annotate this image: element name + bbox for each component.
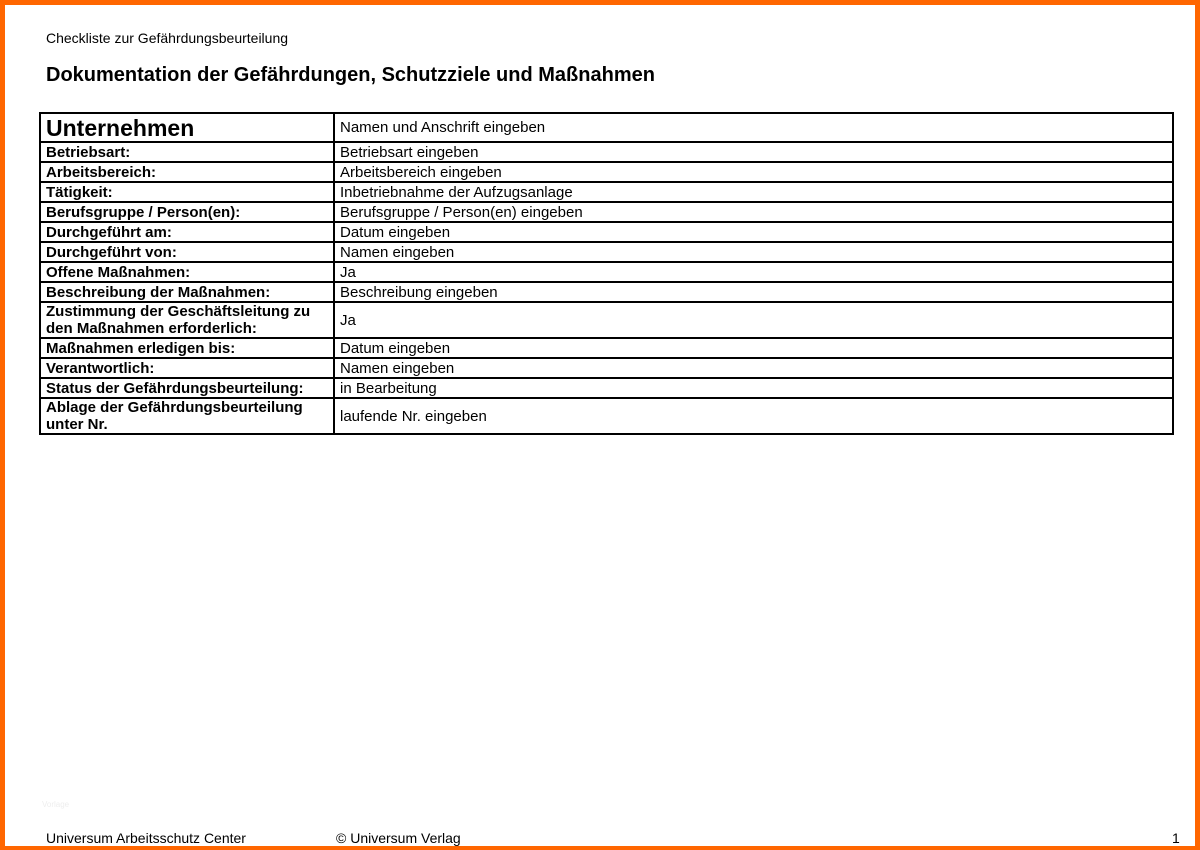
table-row — [40, 202, 1173, 222]
table-row — [40, 302, 1173, 338]
watermark: Vorlage — [42, 800, 70, 809]
footer-page-number: 1 — [1172, 830, 1180, 846]
table-row — [40, 242, 1173, 262]
footer-copyright: © Universum Verlag — [336, 830, 461, 846]
table-row — [40, 262, 1173, 282]
table-row — [40, 358, 1173, 378]
table-row — [40, 378, 1173, 398]
table-row — [40, 113, 1173, 142]
row-label-status: Status der Gefährdungsbeurteilung: — [40, 378, 334, 398]
table-row — [40, 398, 1173, 434]
row-value-taetigkeit[interactable]: Inbetriebnahme der Aufzugsanlage — [334, 182, 1173, 202]
row-label-offene-massnahmen: Offene Maßnahmen: — [40, 262, 334, 282]
table-row — [40, 338, 1173, 358]
row-value-berufsgruppe[interactable]: Berufsgruppe / Person(en) eingeben — [334, 202, 1173, 222]
table-row — [40, 142, 1173, 162]
table-row — [40, 282, 1173, 302]
row-value-durchgefuehrt-von[interactable]: Namen eingeben — [334, 242, 1173, 262]
row-label-verantwortlich: Verantwortlich: — [40, 358, 334, 378]
table-row — [40, 182, 1173, 202]
row-value-status[interactable]: in Bearbeitung — [334, 378, 1173, 398]
info-table — [39, 112, 1174, 435]
row-value-offene-massnahmen[interactable]: Ja — [334, 262, 1173, 282]
footer-publisher-center: Universum Arbeitsschutz Center — [46, 830, 246, 846]
row-label-beschreibung: Beschreibung der Maßnahmen: — [40, 282, 334, 302]
row-label-unternehmen: Unternehmen — [40, 113, 334, 142]
row-label-berufsgruppe: Berufsgruppe / Person(en): — [40, 202, 334, 222]
row-value-durchgefuehrt-am[interactable]: Datum eingeben — [334, 222, 1173, 242]
document-subtitle: Checkliste zur Gefährdungsbeurteilung — [46, 30, 289, 46]
row-value-erledigen-bis[interactable]: Datum eingeben — [334, 338, 1173, 358]
row-value-zustimmung[interactable]: Ja — [334, 302, 1173, 338]
row-label-taetigkeit: Tätigkeit: — [40, 182, 334, 202]
row-label-durchgefuehrt-am: Durchgeführt am: — [40, 222, 334, 242]
table-row — [40, 222, 1173, 242]
row-label-betriebsart: Betriebsart: — [40, 142, 334, 162]
row-label-ablage: Ablage der Gefährdungsbeurteilung unter Nr. — [40, 398, 334, 434]
row-value-unternehmen[interactable]: Namen und Anschrift eingeben — [334, 113, 1173, 142]
row-value-arbeitsbereich[interactable]: Arbeitsbereich eingeben — [334, 162, 1173, 182]
row-value-ablage[interactable]: laufende Nr. eingeben — [334, 398, 1173, 434]
row-label-zustimmung: Zustimmung der Geschäftsleitung zu den Maßnahmen erforderlich: — [40, 302, 334, 338]
document-title: Dokumentation der Gefährdungen, Schutzziele und Maßnahmen — [46, 64, 655, 86]
row-value-verantwortlich[interactable]: Namen eingeben — [334, 358, 1173, 378]
row-value-beschreibung[interactable]: Beschreibung eingeben — [334, 282, 1173, 302]
table-row — [40, 162, 1173, 182]
row-value-betriebsart[interactable]: Betriebsart eingeben — [334, 142, 1173, 162]
row-label-erledigen-bis: Maßnahmen erledigen bis: — [40, 338, 334, 358]
row-label-durchgefuehrt-von: Durchgeführt von: — [40, 242, 334, 262]
row-label-arbeitsbereich: Arbeitsbereich: — [40, 162, 334, 182]
